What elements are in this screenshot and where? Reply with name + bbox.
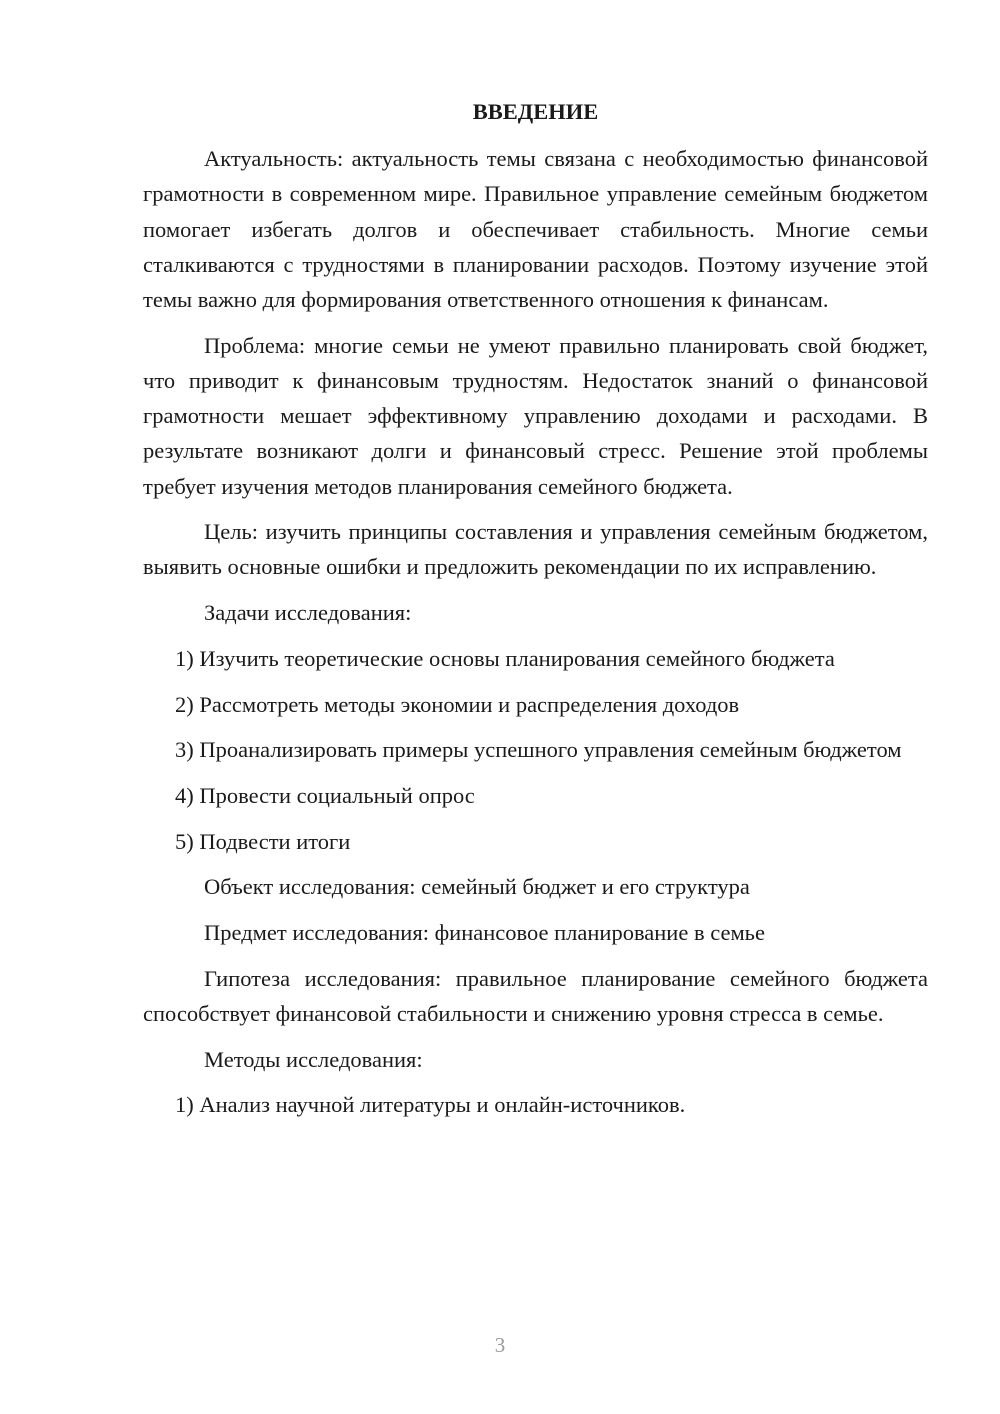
task-item: 5) Подвести итоги (175, 828, 351, 854)
tasks-title: Задачи исследования: (204, 600, 412, 626)
relevance-paragraph: Актуальность: актуальность темы связана с необходимостью финансовой грамотности в современном мире. Правильное управление семейным бюджетом помогает избегать долгов и обеспечивает стабильность. Многие семьи сталкиваются с трудностями в планировании расходов. Поэтому изучение этой темы важно для формирования ответственного отношения к финансам. (143, 146, 928, 313)
goal-paragraph: Цель: изучить принципы составления и управления семейным бюджетом, выявить основные ошибки и предложить рекомендации по их исправлению. (143, 519, 928, 580)
task-item: 4) Провести социальный опрос (175, 782, 475, 808)
page-content (143, 94, 928, 1133)
hypothesis-paragraph: Гипотеза исследования: правильное планирование семейного бюджета способствует финансовой стабильности и снижению уровня стресса в семье. (143, 965, 928, 1026)
subject-paragraph: Предмет исследования: финансовое планирование в семье (204, 920, 765, 946)
object-paragraph: Объект исследования: семейный бюджет и его структура (204, 874, 750, 900)
task-item: 3) Проанализировать примеры успешного управления семейным бюджетом (175, 737, 902, 763)
section-heading: ВВЕДЕНИЕ (472, 99, 599, 124)
problem-paragraph: Проблема: многие семьи не умеют правильно планировать свой бюджет, что приводит к финансовым трудностям. Недостаток знаний о финансовой грамотности мешает эффективному управлению доходами и расходами. В результате возникают долги и финансовый стресс. Решение этой проблемы требует изучения методов планирования семейного бюджета. (143, 332, 928, 499)
task-item: 1) Изучить теоретические основы планирования семейного бюджета (175, 645, 835, 671)
page-number: 3 (494, 1333, 506, 1357)
task-item: 2) Рассмотреть методы экономии и распределения доходов (175, 691, 740, 717)
methods-title: Методы исследования: (204, 1046, 423, 1072)
method-item: 1) Анализ научной литературы и онлайн-источников. (175, 1092, 686, 1118)
